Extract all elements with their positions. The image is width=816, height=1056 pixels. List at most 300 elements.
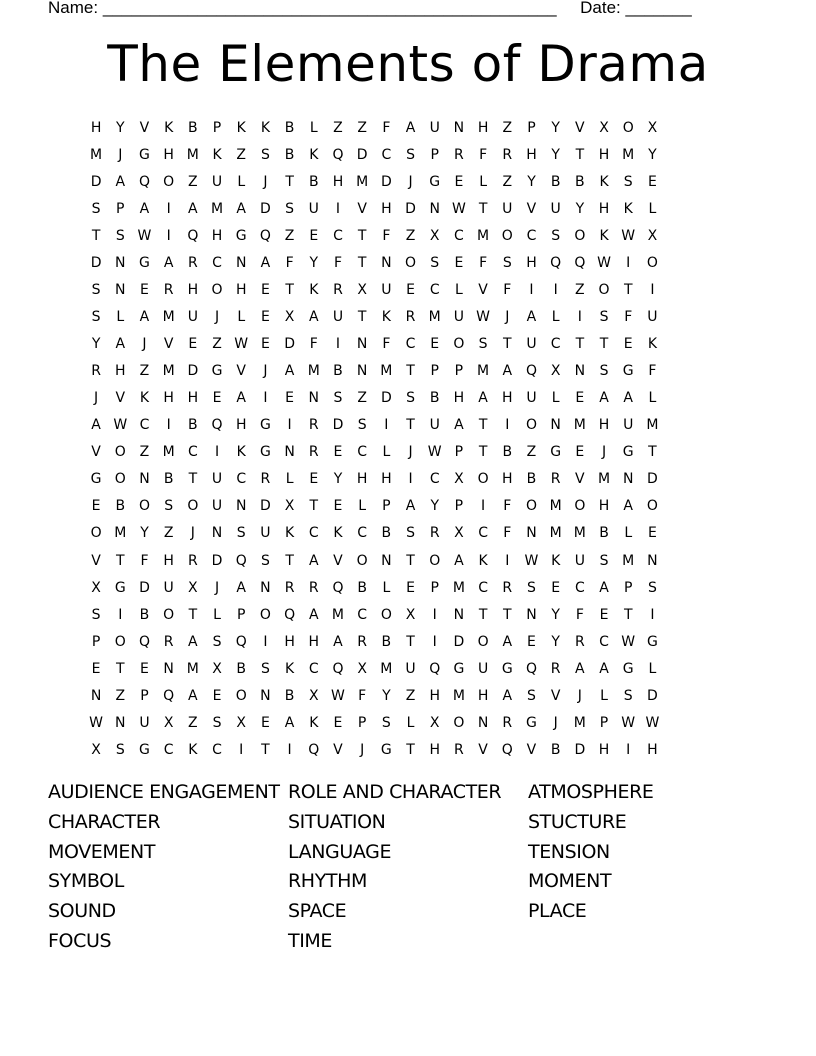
grid-letter[interactable]: E — [188, 336, 198, 353]
grid-letter[interactable]: F — [333, 254, 342, 271]
grid-letter[interactable]: Q — [284, 606, 296, 623]
grid-letter[interactable]: K — [647, 336, 657, 353]
grid-letter[interactable]: V — [478, 281, 488, 298]
grid-letter[interactable]: A — [575, 660, 585, 677]
grid-letter[interactable]: R — [550, 660, 561, 677]
grid-letter[interactable]: I — [650, 606, 655, 623]
grid-letter[interactable]: U — [429, 119, 440, 136]
grid-letter[interactable]: O — [114, 471, 126, 488]
grid-letter[interactable]: U — [211, 471, 223, 488]
grid-letter[interactable]: B — [599, 525, 609, 542]
grid-letter[interactable]: Q — [259, 227, 271, 244]
grid-letter[interactable]: C — [212, 741, 222, 758]
grid-letter[interactable]: T — [357, 308, 367, 325]
grid-letter[interactable]: R — [454, 741, 464, 758]
grid-letter[interactable]: Q — [187, 227, 199, 244]
grid-letter[interactable]: B — [115, 498, 126, 515]
grid-letter[interactable]: R — [284, 579, 295, 596]
grid-letter[interactable]: P — [382, 498, 391, 515]
grid-letter[interactable]: T — [406, 552, 415, 569]
grid-letter[interactable]: C — [308, 660, 319, 677]
grid-letter[interactable]: E — [91, 498, 101, 515]
grid-letter[interactable]: R — [163, 633, 174, 650]
grid-letter[interactable]: O — [622, 119, 634, 136]
grid-letter[interactable]: S — [115, 741, 125, 758]
grid-letter[interactable]: R — [308, 417, 319, 434]
grid-letter[interactable]: C — [357, 525, 368, 542]
grid-letter[interactable]: W — [645, 714, 660, 731]
grid-letter[interactable]: D — [90, 254, 102, 271]
grid-letter[interactable]: W — [427, 444, 442, 461]
grid-letter[interactable]: T — [478, 606, 488, 623]
grid-letter[interactable]: I — [287, 417, 292, 434]
grid-letter[interactable]: S — [260, 552, 270, 569]
grid-letter[interactable]: P — [430, 579, 439, 596]
grid-letter[interactable]: T — [285, 173, 294, 190]
grid-letter[interactable]: P — [623, 579, 633, 596]
grid-letter[interactable]: T — [599, 336, 609, 353]
grid-letter[interactable]: M — [162, 444, 175, 461]
grid-letter[interactable]: K — [309, 146, 319, 163]
grid-letter[interactable]: X — [454, 471, 464, 488]
grid-letter[interactable]: R — [550, 471, 561, 488]
grid-letter[interactable]: E — [575, 444, 585, 461]
grid-letter[interactable]: I — [166, 200, 171, 217]
grid-letter[interactable]: K — [381, 308, 391, 325]
grid-letter[interactable]: L — [309, 119, 318, 136]
grid-letter[interactable]: E — [333, 714, 343, 731]
grid-letter[interactable]: D — [405, 200, 416, 217]
grid-letter[interactable]: C — [429, 471, 440, 488]
grid-letter[interactable]: C — [139, 417, 150, 434]
grid-letter[interactable]: L — [600, 687, 608, 704]
grid-letter[interactable]: K — [285, 525, 295, 542]
grid-letter[interactable]: A — [478, 390, 488, 407]
grid-letter[interactable]: B — [381, 525, 392, 542]
grid-letter[interactable]: O — [477, 471, 489, 488]
grid-letter[interactable]: R — [308, 579, 319, 596]
grid-letter[interactable]: R — [308, 444, 319, 461]
grid-letter[interactable]: D — [284, 336, 295, 353]
grid-letter[interactable]: T — [478, 200, 488, 217]
grid-letter[interactable]: R — [163, 281, 174, 298]
grid-letter[interactable]: K — [599, 173, 609, 190]
date-field[interactable]: _______ — [625, 0, 692, 17]
grid-letter[interactable]: X — [454, 525, 464, 542]
grid-letter[interactable]: I — [432, 633, 437, 650]
grid-letter[interactable]: D — [453, 633, 465, 650]
grid-letter[interactable]: A — [188, 687, 198, 704]
grid-letter[interactable]: H — [429, 741, 440, 758]
grid-letter[interactable]: J — [553, 714, 558, 731]
grid-letter[interactable]: N — [356, 363, 368, 380]
grid-letter[interactable]: G — [211, 363, 223, 380]
grid-letter[interactable]: C — [599, 633, 609, 650]
grid-letter[interactable]: B — [188, 417, 198, 434]
grid-letter[interactable]: H — [477, 687, 489, 704]
grid-letter[interactable]: C — [212, 254, 222, 271]
grid-letter[interactable]: H — [332, 173, 344, 190]
grid-letter[interactable]: A — [405, 498, 416, 515]
grid-letter[interactable]: A — [260, 254, 271, 271]
grid-letter[interactable]: M — [477, 363, 490, 380]
grid-letter[interactable]: F — [575, 606, 584, 623]
grid-letter[interactable]: Y — [551, 119, 560, 136]
grid-letter[interactable]: C — [163, 741, 174, 758]
grid-letter[interactable]: W — [621, 714, 636, 731]
grid-letter[interactable]: B — [284, 119, 295, 136]
grid-letter[interactable]: Q — [138, 633, 150, 650]
grid-letter[interactable]: V — [333, 552, 343, 569]
grid-letter[interactable]: M — [307, 363, 320, 380]
grid-letter[interactable]: O — [90, 525, 102, 542]
grid-letter[interactable]: J — [214, 579, 220, 596]
grid-letter[interactable]: R — [333, 281, 343, 298]
grid-letter[interactable]: A — [308, 308, 319, 325]
grid-letter[interactable]: X — [429, 714, 440, 731]
grid-letter[interactable]: N — [115, 714, 126, 731]
grid-letter[interactable]: Q — [163, 687, 175, 704]
grid-letter[interactable]: B — [429, 390, 440, 407]
grid-letter[interactable]: T — [261, 741, 270, 758]
grid-letter[interactable]: M — [573, 417, 586, 434]
grid-letter[interactable]: B — [357, 579, 367, 596]
grid-letter[interactable]: E — [454, 254, 464, 271]
grid-letter[interactable]: C — [187, 444, 198, 461]
grid-letter[interactable]: F — [382, 119, 391, 136]
grid-letter[interactable]: O — [501, 227, 513, 244]
grid-letter[interactable]: G — [622, 444, 634, 461]
grid-letter[interactable]: X — [357, 281, 367, 298]
grid-letter[interactable]: I — [553, 281, 558, 298]
grid-letter[interactable]: S — [91, 308, 101, 325]
grid-letter[interactable]: Z — [115, 687, 126, 704]
grid-letter[interactable]: R — [502, 146, 513, 163]
grid-letter[interactable]: L — [213, 606, 221, 623]
grid-letter[interactable]: H — [163, 552, 174, 569]
grid-letter[interactable]: Y — [309, 254, 319, 271]
grid-letter[interactable]: X — [284, 498, 295, 515]
grid-letter[interactable]: E — [212, 687, 222, 704]
grid-letter[interactable]: P — [430, 363, 439, 380]
grid-letter[interactable]: M — [186, 660, 199, 677]
grid-letter[interactable]: L — [116, 308, 125, 325]
grid-letter[interactable]: Q — [525, 660, 537, 677]
grid-letter[interactable]: S — [527, 579, 536, 596]
grid-letter[interactable]: S — [599, 552, 609, 569]
grid-letter[interactable]: O — [477, 633, 489, 650]
grid-letter[interactable]: M — [646, 417, 659, 434]
grid-letter[interactable]: V — [575, 471, 585, 488]
grid-letter[interactable]: A — [308, 552, 319, 569]
grid-letter[interactable]: Y — [648, 146, 657, 163]
grid-letter[interactable]: N — [453, 119, 465, 136]
grid-letter[interactable]: T — [285, 281, 294, 298]
grid-letter[interactable]: D — [647, 471, 658, 488]
grid-letter[interactable]: S — [260, 660, 270, 677]
grid-letter[interactable]: A — [599, 660, 609, 677]
grid-letter[interactable]: J — [142, 336, 147, 353]
grid-letter[interactable]: H — [163, 146, 174, 163]
grid-letter[interactable]: B — [550, 173, 561, 190]
grid-letter[interactable]: N — [381, 552, 392, 569]
grid-letter[interactable]: A — [308, 606, 319, 623]
grid-letter[interactable]: M — [428, 308, 441, 325]
grid-letter[interactable]: Z — [357, 390, 367, 407]
grid-letter[interactable]: Y — [551, 633, 560, 650]
grid-letter[interactable]: T — [357, 227, 367, 244]
grid-letter[interactable]: K — [260, 119, 270, 136]
grid-letter[interactable]: S — [381, 714, 391, 731]
grid-letter[interactable]: M — [114, 525, 127, 542]
grid-letter[interactable]: W — [524, 552, 539, 569]
grid-letter[interactable]: T — [406, 363, 415, 380]
grid-letter[interactable]: N — [139, 471, 150, 488]
grid-letter[interactable]: C — [429, 281, 440, 298]
grid-letter[interactable]: A — [599, 579, 609, 596]
grid-letter[interactable]: J — [263, 173, 268, 190]
grid-letter[interactable]: E — [260, 308, 270, 325]
grid-letter[interactable]: M — [622, 552, 635, 569]
grid-letter[interactable]: A — [284, 714, 295, 731]
grid-letter[interactable]: V — [236, 363, 246, 380]
grid-letter[interactable]: W — [621, 227, 636, 244]
grid-letter[interactable]: L — [382, 444, 391, 461]
grid-letter[interactable]: C — [574, 579, 585, 596]
grid-letter[interactable]: C — [454, 227, 464, 244]
grid-letter[interactable]: T — [623, 281, 633, 298]
grid-letter[interactable]: D — [187, 363, 199, 380]
grid-letter[interactable]: L — [551, 390, 560, 407]
grid-letter[interactable]: I — [408, 471, 413, 488]
grid-letter[interactable]: H — [598, 498, 610, 515]
grid-letter[interactable]: F — [382, 227, 391, 244]
grid-letter[interactable]: U — [477, 660, 489, 677]
name-field[interactable]: ________________________________________________ — [102, 0, 557, 17]
grid-letter[interactable]: K — [478, 552, 488, 569]
grid-letter[interactable]: J — [360, 741, 365, 758]
grid-letter[interactable]: H — [211, 227, 223, 244]
grid-letter[interactable]: L — [285, 471, 294, 488]
grid-letter[interactable]: H — [381, 200, 392, 217]
grid-letter[interactable]: Q — [211, 417, 223, 434]
grid-letter[interactable]: T — [503, 336, 512, 353]
grid-letter[interactable]: M — [452, 687, 465, 704]
grid-letter[interactable]: Y — [575, 200, 585, 217]
grid-letter[interactable]: J — [601, 444, 607, 461]
grid-letter[interactable]: I — [481, 498, 486, 515]
grid-letter[interactable]: B — [308, 173, 319, 190]
grid-letter[interactable]: H — [163, 390, 174, 407]
grid-letter[interactable]: C — [308, 525, 319, 542]
grid-letter[interactable]: T — [406, 741, 415, 758]
grid-letter[interactable]: E — [406, 281, 415, 298]
grid-letter[interactable]: H — [429, 687, 440, 704]
grid-letter[interactable]: G — [501, 660, 513, 677]
grid-letter[interactable]: I — [166, 417, 171, 434]
grid-letter[interactable]: U — [405, 660, 416, 677]
grid-letter[interactable]: J — [408, 173, 413, 190]
grid-letter[interactable]: G — [429, 173, 441, 190]
grid-letter[interactable]: F — [624, 308, 633, 325]
grid-letter[interactable]: S — [357, 417, 367, 434]
grid-letter[interactable]: V — [575, 119, 585, 136]
grid-letter[interactable]: T — [188, 606, 198, 623]
grid-letter[interactable]: A — [236, 579, 246, 596]
grid-letter[interactable]: O — [114, 444, 126, 461]
grid-letter[interactable]: T — [406, 417, 415, 434]
grid-letter[interactable]: O — [598, 281, 610, 298]
grid-letter[interactable]: U — [260, 525, 271, 542]
grid-letter[interactable]: F — [382, 336, 391, 353]
grid-letter[interactable]: H — [526, 146, 537, 163]
grid-letter[interactable]: X — [284, 308, 295, 325]
grid-letter[interactable]: H — [308, 633, 320, 650]
grid-letter[interactable]: E — [527, 633, 536, 650]
grid-letter[interactable]: O — [138, 498, 150, 515]
grid-letter[interactable]: U — [550, 200, 561, 217]
grid-letter[interactable]: D — [380, 390, 392, 407]
grid-letter[interactable]: L — [648, 660, 657, 677]
grid-letter[interactable]: V — [550, 687, 561, 704]
grid-letter[interactable]: T — [116, 660, 125, 677]
grid-letter[interactable]: Q — [308, 741, 320, 758]
grid-letter[interactable]: T — [91, 227, 101, 244]
grid-letter[interactable]: M — [597, 471, 611, 488]
grid-letter[interactable]: P — [454, 444, 464, 461]
grid-letter[interactable]: Z — [139, 444, 150, 461]
grid-letter[interactable]: H — [502, 471, 513, 488]
grid-letter[interactable]: M — [162, 308, 175, 325]
grid-letter[interactable]: X — [405, 606, 416, 623]
grid-letter[interactable]: M — [210, 200, 224, 217]
grid-letter[interactable]: J — [505, 308, 510, 325]
grid-letter[interactable]: S — [212, 633, 222, 650]
grid-letter[interactable]: N — [211, 525, 223, 542]
grid-letter[interactable]: I — [626, 741, 631, 758]
grid-letter[interactable]: J — [214, 308, 220, 325]
grid-letter[interactable]: Z — [405, 687, 416, 704]
grid-letter[interactable]: B — [526, 471, 537, 488]
grid-letter[interactable]: V — [163, 336, 174, 353]
grid-letter[interactable]: V — [115, 390, 126, 407]
grid-letter[interactable]: N — [381, 254, 392, 271]
grid-letter[interactable]: T — [116, 552, 125, 569]
grid-letter[interactable]: F — [140, 552, 149, 569]
grid-letter[interactable]: H — [526, 254, 537, 271]
grid-letter[interactable]: N — [622, 471, 634, 488]
grid-letter[interactable]: G — [453, 660, 465, 677]
grid-letter[interactable]: U — [211, 173, 223, 190]
grid-letter[interactable]: Y — [333, 471, 343, 488]
grid-letter[interactable]: X — [212, 660, 222, 677]
grid-letter[interactable]: O — [646, 498, 658, 515]
grid-letter[interactable]: G — [139, 146, 150, 163]
grid-letter[interactable]: K — [551, 552, 561, 569]
grid-letter[interactable]: U — [139, 714, 150, 731]
grid-letter[interactable]: E — [623, 336, 633, 353]
grid-letter[interactable]: H — [284, 633, 295, 650]
grid-letter[interactable]: B — [575, 173, 585, 190]
grid-letter[interactable]: E — [647, 525, 657, 542]
grid-letter[interactable]: H — [598, 146, 610, 163]
grid-letter[interactable]: R — [454, 146, 464, 163]
grid-letter[interactable]: E — [140, 660, 149, 677]
grid-letter[interactable]: O — [574, 498, 586, 515]
grid-letter[interactable]: I — [384, 417, 389, 434]
grid-letter[interactable]: I — [214, 444, 220, 461]
grid-letter[interactable]: V — [139, 119, 150, 136]
grid-letter[interactable]: T — [623, 606, 633, 623]
grid-letter[interactable]: O — [405, 254, 417, 271]
grid-letter[interactable]: I — [263, 390, 268, 407]
grid-letter[interactable]: Z — [188, 173, 198, 190]
grid-letter[interactable]: W — [234, 336, 249, 353]
grid-letter[interactable]: B — [550, 741, 561, 758]
grid-letter[interactable]: C — [236, 471, 247, 488]
grid-letter[interactable]: I — [239, 741, 244, 758]
grid-letter[interactable]: R — [357, 633, 368, 650]
grid-letter[interactable]: E — [309, 471, 319, 488]
grid-letter[interactable]: M — [90, 146, 103, 163]
grid-letter[interactable]: D — [647, 687, 658, 704]
grid-letter[interactable]: T — [406, 633, 415, 650]
grid-letter[interactable]: A — [115, 336, 126, 353]
grid-letter[interactable]: H — [187, 281, 199, 298]
grid-letter[interactable]: U — [163, 579, 174, 596]
grid-letter[interactable]: K — [309, 714, 319, 731]
grid-letter[interactable]: X — [188, 579, 198, 596]
grid-letter[interactable]: U — [526, 390, 537, 407]
grid-letter[interactable]: H — [598, 741, 610, 758]
grid-letter[interactable]: T — [478, 444, 488, 461]
grid-letter[interactable]: N — [308, 390, 320, 407]
grid-letter[interactable]: A — [139, 308, 150, 325]
grid-letter[interactable]: H — [356, 471, 368, 488]
grid-letter[interactable]: X — [236, 714, 247, 731]
grid-letter[interactable]: S — [430, 254, 440, 271]
grid-letter[interactable]: L — [648, 390, 657, 407]
grid-letter[interactable]: L — [237, 173, 246, 190]
grid-letter[interactable]: P — [116, 200, 125, 217]
grid-letter[interactable]: A — [623, 498, 633, 515]
grid-letter[interactable]: I — [263, 633, 268, 650]
grid-letter[interactable]: X — [91, 579, 101, 596]
grid-letter[interactable]: H — [187, 390, 199, 407]
grid-letter[interactable]: N — [235, 254, 247, 271]
grid-letter[interactable]: Z — [333, 119, 343, 136]
grid-letter[interactable]: X — [429, 227, 440, 244]
grid-letter[interactable]: N — [90, 687, 102, 704]
grid-letter[interactable]: D — [139, 579, 150, 596]
grid-letter[interactable]: O — [453, 714, 465, 731]
grid-letter[interactable]: S — [260, 146, 270, 163]
grid-letter[interactable]: E — [333, 498, 343, 515]
grid-letter[interactable]: M — [331, 606, 345, 623]
grid-letter[interactable]: R — [405, 308, 416, 325]
grid-letter[interactable]: X — [599, 119, 609, 136]
grid-letter[interactable]: O — [574, 227, 586, 244]
grid-letter[interactable]: C — [550, 336, 561, 353]
grid-letter[interactable]: H — [235, 417, 247, 434]
grid-letter[interactable]: S — [333, 390, 343, 407]
grid-letter[interactable]: B — [163, 471, 174, 488]
grid-letter[interactable]: A — [163, 254, 174, 271]
grid-letter[interactable]: Y — [382, 687, 391, 704]
grid-letter[interactable]: T — [648, 444, 657, 461]
grid-letter[interactable]: K — [236, 444, 246, 461]
grid-letter[interactable]: O — [356, 552, 368, 569]
